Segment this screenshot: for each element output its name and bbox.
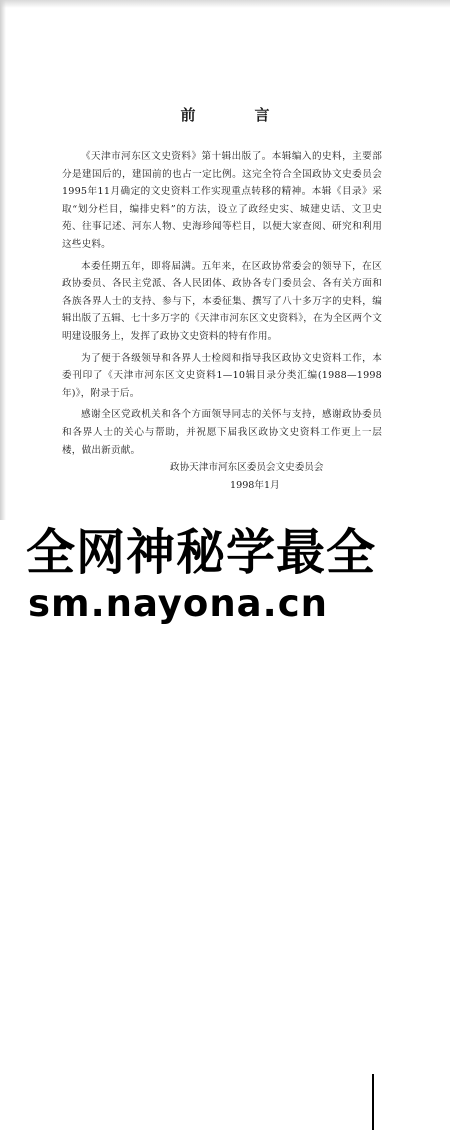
paragraph-1: 《天津市河东区文史资料》第十辑出版了。本辑编入的史料，主要部分是建国后的，建国前的也占一定比例。这完全符合全国政协文史委员会1995年11月确定的文史资料工作实现重点转移的精神。本辑《目录》采取“划分栏目，编排史料”的方法，设立了政经史实、城建史话、文卫史苑、往事记述、河东人物、史海珍闻等栏目，以便大家查阅、研究和利用这些史料。: [62, 151, 382, 250]
watermark-slogan: 全网神秘学最全: [26, 524, 377, 581]
preface-body: [62, 148, 382, 463]
signature-date: 1998年1月: [230, 480, 280, 491]
paragraph-3: 为了便于各级领导和各界人士检阅和指导我区政协文史资料工作，本委刊印了《天津市河东区文史资料1—10辑目录分类汇编(1988—1998年)》，附录于后。: [62, 352, 382, 399]
scan-shadow-left: [0, 0, 6, 520]
scan-shadow-top: [0, 0, 450, 8]
paragraph-4: 感谢全区党政机关和各个方面领导同志的关怀与支持，感谢政协委员和各界人士的关心与帮助，并祝愿下届我区政协文史资料工作更上一层楼，做出新贡献。: [62, 409, 382, 456]
watermark-banner: [0, 506, 450, 636]
text-cursor: [372, 1074, 374, 1130]
signature-block: [170, 459, 400, 495]
signature-organization: 政协天津市河东区委员会文史委员会: [170, 462, 324, 473]
watermark-url: sm.nayona.cn: [28, 582, 328, 625]
paragraph-2: 本委任期五年，即将届满。五年来，在区政协常委会的领导下，在区政协委员、各民主党派、各人民团体、政协各专门委员会、各有关方面和各族各界人士的支持、参与下，本委征集、撰写了八十多万字的史料，编辑出版了五辑、七十多万字的《天津市河东区文史资料》，在为全区两个文明建设服务上，发挥了政协文史资料的特有作用。: [62, 260, 382, 342]
page-title: 前 言: [180, 106, 292, 124]
